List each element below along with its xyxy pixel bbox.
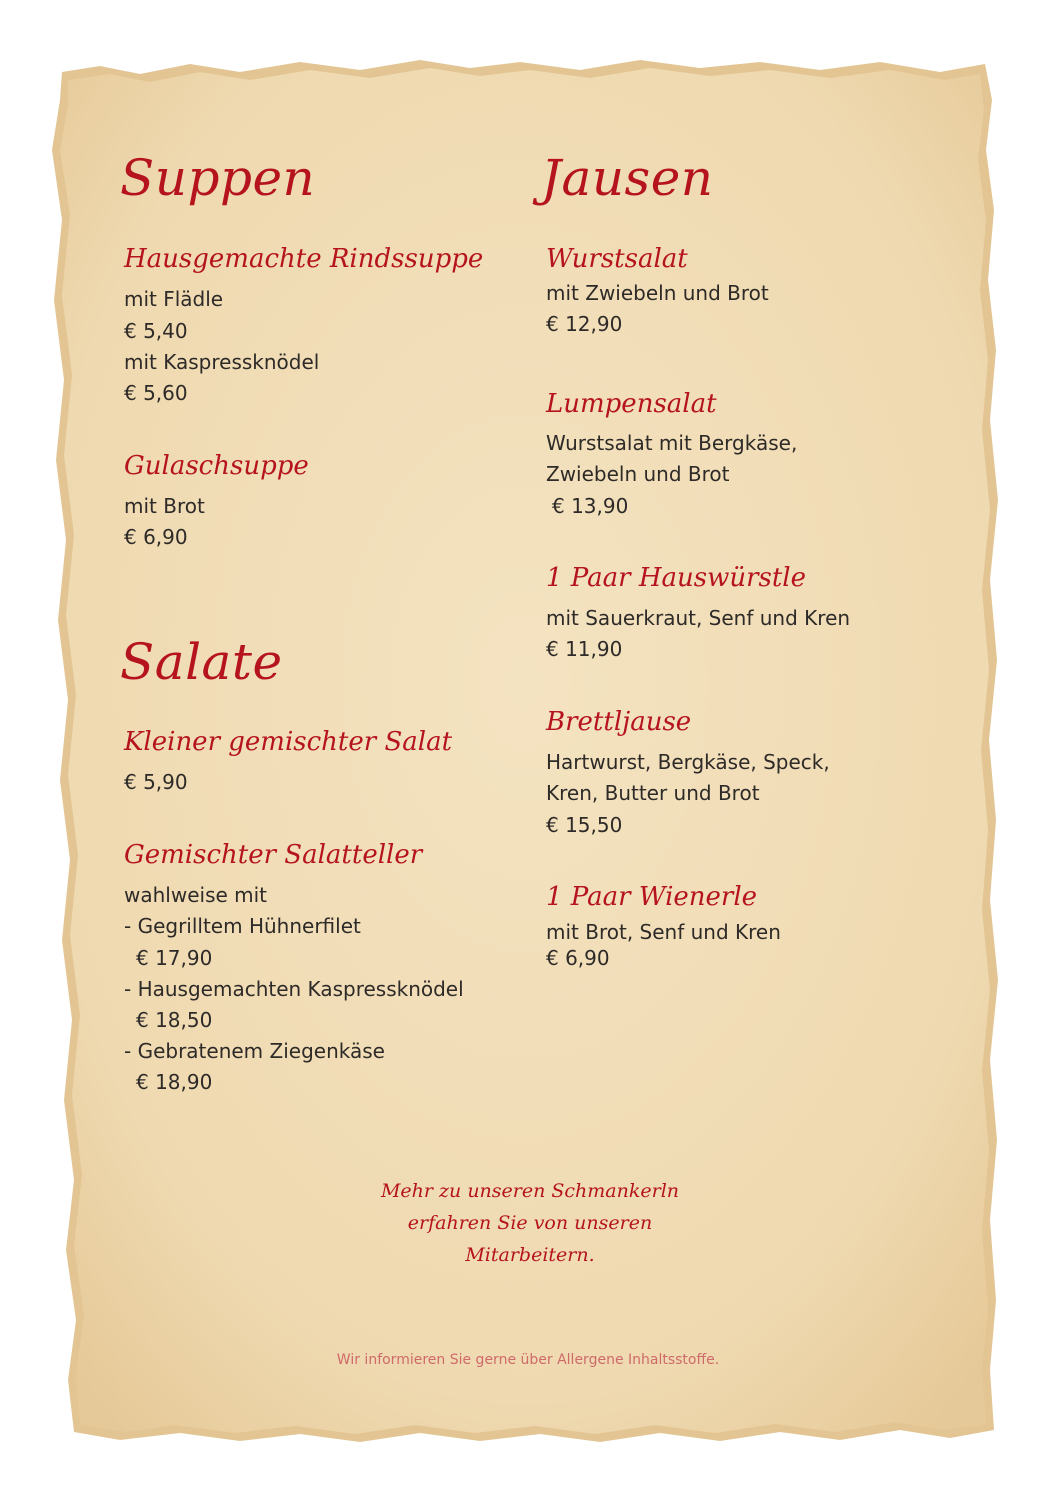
footer-note-line-1: Mehr zu unseren Schmankerln (380, 1180, 680, 1202)
item-price-gulaschsuppe: € 6,90 (124, 525, 188, 549)
item-price-wienerle: € 6,90 (546, 946, 610, 970)
item-price-wurstsalat: € 12,90 (546, 312, 623, 336)
item-desc-hauswuerstle: mit Sauerkraut, Senf und Kren (546, 606, 851, 630)
footer-note-line-3: Mitarbeitern. (465, 1244, 595, 1266)
item-price-huehnerfilet: € 17,90 (136, 946, 213, 970)
item-option-kaspressknoedel: mit Kaspressknödel (124, 350, 320, 374)
item-price-lumpensalat: € 13,90 (552, 494, 629, 518)
item-price-kaspressknoedel-salat: € 18,50 (136, 1008, 213, 1032)
item-name-gulaschsuppe: Gulaschsuppe (124, 451, 309, 481)
item-name-wienerle: 1 Paar Wienerle (546, 882, 758, 912)
item-option-ziegenkaese: - Gebratenem Ziegenkäse (124, 1039, 385, 1063)
item-desc-wienerle: mit Brot, Senf und Kren (546, 920, 781, 944)
item-option-kaspressknoedel-salat: - Hausgemachten Kaspressknödel (124, 977, 464, 1001)
item-desc-lumpensalat-2: Zwiebeln und Brot (546, 462, 730, 486)
item-name-kleiner-salat: Kleiner gemischter Salat (124, 727, 453, 757)
item-desc-brettljause-2: Kren, Butter und Brot (546, 781, 760, 805)
item-price-flaedle: € 5,40 (124, 319, 188, 343)
item-price-kaspressknoedel: € 5,60 (124, 381, 188, 405)
item-name-salatteller: Gemischter Salatteller (124, 840, 423, 870)
footer-note-line-2: erfahren Sie von unseren (407, 1212, 653, 1234)
item-intro-salatteller: wahlweise mit (124, 883, 268, 907)
item-name-wurstsalat: Wurstsalat (546, 244, 688, 274)
item-name-lumpensalat: Lumpensalat (546, 389, 717, 419)
item-desc-lumpensalat-1: Wurstsalat mit Bergkäse, (546, 431, 798, 455)
allergen-notice: Wir informieren Sie gerne über Allergene Inhaltsstoffe. (336, 1352, 720, 1368)
item-name-hauswuerstle: 1 Paar Hauswürstle (546, 563, 807, 593)
item-price-kleiner-salat: € 5,90 (124, 770, 188, 794)
item-name-rindssuppe: Hausgemachte Rindssuppe (124, 244, 484, 274)
item-price-brettljause: € 15,50 (546, 813, 623, 837)
item-desc-wurstsalat: mit Zwiebeln und Brot (546, 281, 769, 305)
item-desc-gulaschsuppe: mit Brot (124, 494, 205, 518)
item-option-huehnerfilet: - Gegrilltem Hühnerfilet (124, 914, 361, 938)
section-title-jausen: Jausen (541, 149, 714, 207)
item-price-hauswuerstle: € 11,90 (546, 637, 623, 661)
item-desc-brettljause-1: Hartwurst, Bergkäse, Speck, (546, 750, 830, 774)
item-price-ziegenkaese: € 18,90 (136, 1070, 213, 1094)
section-title-salate: Salate (120, 633, 283, 691)
item-name-brettljause: Brettljause (546, 707, 692, 737)
item-option-flaedle: mit Flädle (124, 287, 224, 311)
section-title-suppen: Suppen (120, 149, 316, 207)
